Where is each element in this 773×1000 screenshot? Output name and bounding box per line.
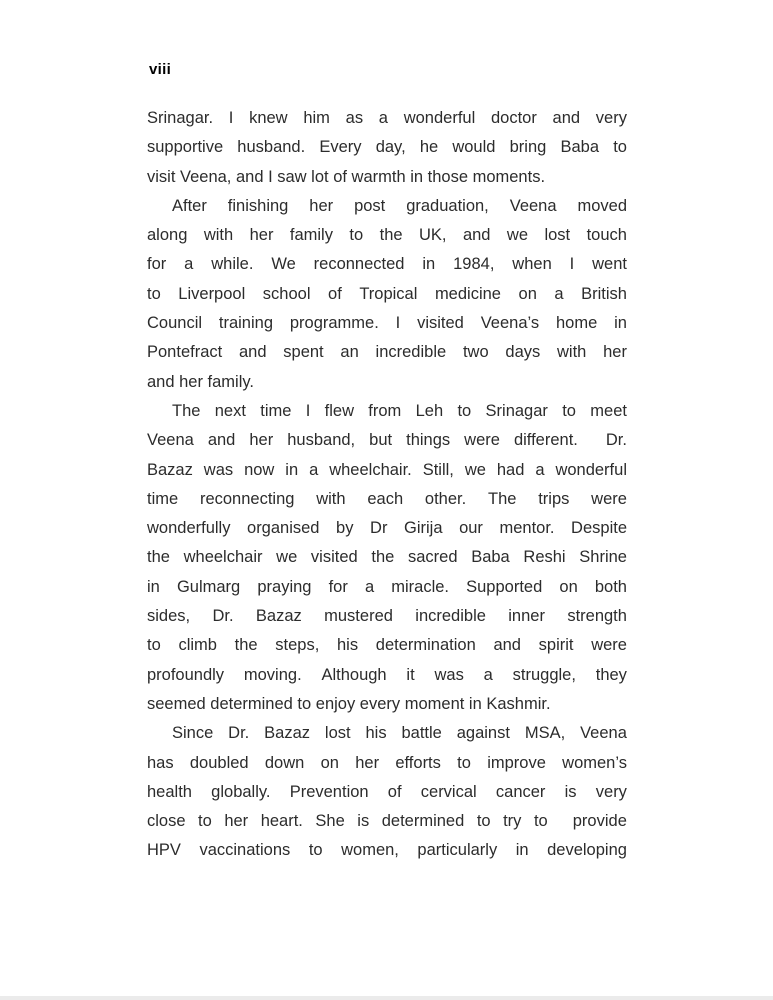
- text-line: has doubled down on her efforts to improve women’s: [147, 753, 627, 772]
- text-line: Since Dr. Bazaz lost his battle against MSA, Veena: [172, 724, 627, 743]
- text-line: wonderfully organised by Dr Girija our mentor. Despite: [147, 519, 627, 538]
- paragraph: [147, 192, 627, 397]
- text-line: time reconnecting with each other. The trips were: [147, 489, 627, 508]
- text-line: seemed determined to enjoy every moment in Kashmir.: [147, 694, 551, 713]
- text-line: Veena and her husband, but things were different. Dr.: [147, 431, 627, 450]
- text-line: Bazaz was now in a wheelchair. Still, we had a wonderful: [147, 460, 627, 479]
- text-line: After finishing her post graduation, Veena moved: [172, 196, 627, 215]
- text-line: Pontefract and spent an incredible two days with her: [147, 343, 627, 362]
- text-line: sides, Dr. Bazaz mustered incredible inner strength: [147, 607, 627, 626]
- text-line: health globally. Prevention of cervical cancer is very: [147, 782, 627, 801]
- page-bottom-edge: [0, 996, 773, 1000]
- text-line: in Gulmarg praying for a miracle. Supported on both: [147, 577, 627, 596]
- text-line: and her family.: [147, 372, 254, 391]
- text-block: [147, 104, 627, 866]
- text-line: to Liverpool school of Tropical medicine on a British: [147, 284, 627, 303]
- text-line: profoundly moving. Although it was a struggle, they: [147, 665, 627, 684]
- paragraph: [147, 719, 627, 865]
- text-line: The next time I flew from Leh to Srinagar to meet: [172, 401, 627, 420]
- text-line: along with her family to the UK, and we lost touch: [147, 226, 627, 245]
- text-line: Srinagar. I knew him as a wonderful doctor and very: [147, 109, 627, 127]
- text-line: Council training programme. I visited Veena’s home in: [147, 314, 627, 333]
- text-line: the wheelchair we visited the sacred Baba Reshi Shrine: [147, 548, 627, 567]
- text-line: close to her heart. She is determined to try to provide: [147, 812, 627, 831]
- text-line: for a while. We reconnected in 1984, when I went: [147, 255, 627, 274]
- paragraph: [147, 104, 627, 192]
- text-line: HPV vaccinations to women, particularly in developing: [147, 841, 627, 860]
- page-number: viii: [149, 61, 172, 78]
- text-line: to climb the steps, his determination and spirit were: [147, 636, 627, 655]
- text-line: supportive husband. Every day, he would bring Baba to: [147, 138, 627, 157]
- text-line: visit Veena, and I saw lot of warmth in those moments.: [147, 167, 546, 186]
- paragraph: [147, 397, 627, 719]
